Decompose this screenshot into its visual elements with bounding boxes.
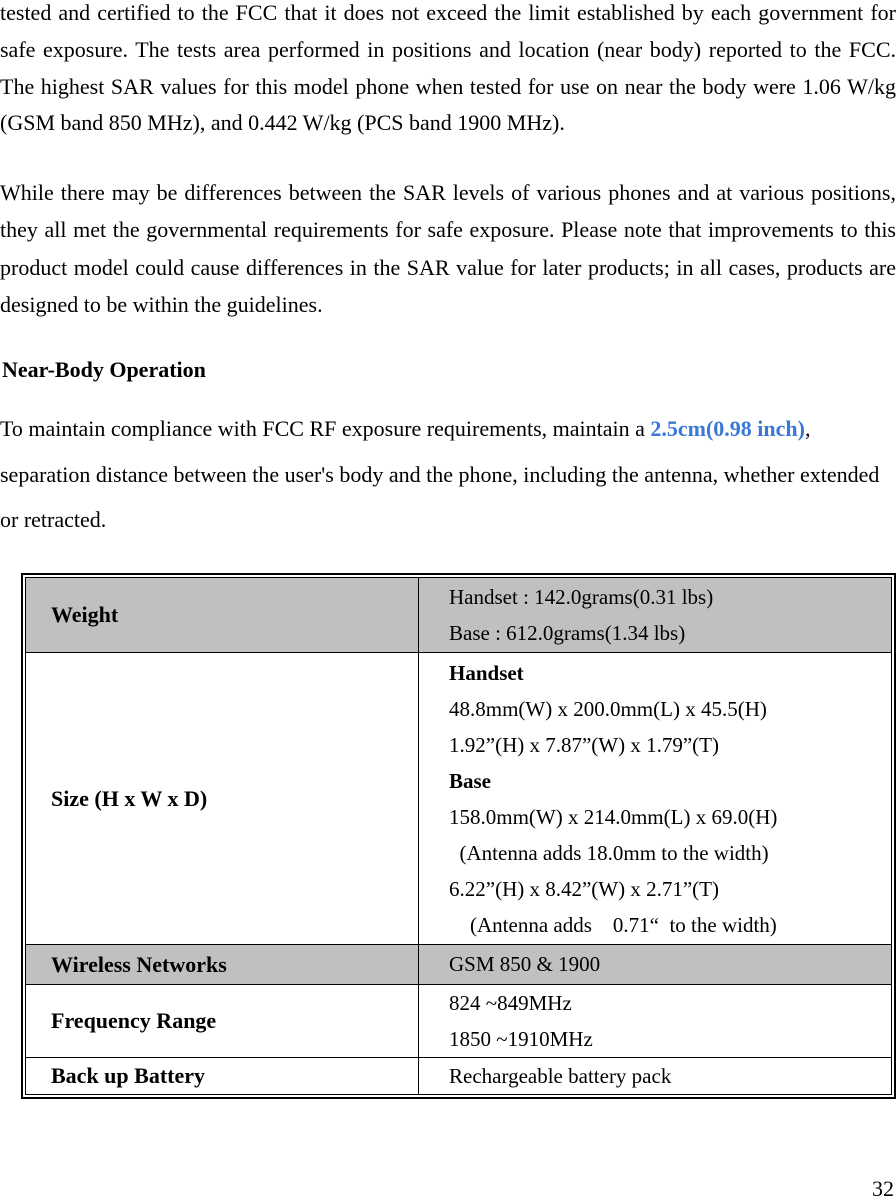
weight-line: Handset : 142.0grams(0.31 lbs) xyxy=(449,585,714,609)
table-row-battery xyxy=(26,1058,892,1095)
table-row-size xyxy=(26,653,892,945)
frequency-line: 1850 ~1910MHz xyxy=(449,1027,593,1051)
near-body-paragraph xyxy=(0,406,896,543)
near-body-text-before: To maintain compliance with FCC RF exposure requirements, maintain a xyxy=(0,416,651,441)
weight-label: Weight xyxy=(26,578,419,653)
wireless-label: Wireless Networks xyxy=(26,945,419,985)
near-body-heading: Near-Body Operation xyxy=(2,357,206,382)
frequency-line: 824 ~849MHz xyxy=(449,991,572,1015)
weight-line: Base : 612.0grams(1.34 lbs) xyxy=(449,621,686,645)
size-line: 158.0mm(W) x 214.0mm(L) x 69.0(H) xyxy=(449,804,778,829)
size-line: 48.8mm(W) x 200.0mm(L) x 45.5(H) xyxy=(449,696,767,721)
frequency-value xyxy=(419,985,892,1058)
wireless-value: GSM 850 & 1900 xyxy=(419,945,892,985)
separation-distance-highlight: 2.5cm(0.98 inch) xyxy=(650,416,805,441)
size-base-heading: Base xyxy=(449,768,491,793)
spec-table-frame xyxy=(21,573,896,1099)
size-value xyxy=(419,653,892,945)
sar-paragraph: tested and certified to the FCC that it does not exceed the limit established by each government for safe exposure. The tests area performed in positions and location (near body) reported to the FCC. The highest SAR values for this model phone when tested for use on near the body were 1.06 W/kg (GSM band 850 MHz), and 0.442 W/kg (PCS band 1900 MHz). xyxy=(0,0,896,136)
weight-value xyxy=(419,578,892,653)
battery-label: Back up Battery xyxy=(26,1058,419,1095)
size-line: 1.92”(H) x 7.87”(W) x 1.79”(T) xyxy=(449,732,719,757)
page-number: 32 xyxy=(872,1176,894,1201)
size-label: Size (H x W x D) xyxy=(26,653,419,945)
sar-differences-paragraph: While there may be differences between the SAR levels of various phones and at various positions, they all met the governmental requirements for safe exposure. Please note that improvements to this product model could cause differences in the SAR value for later products; in all cases, products are designed to be within the guidelines. xyxy=(0,180,896,317)
table-row-frequency xyxy=(26,985,892,1058)
table-row-wireless xyxy=(26,945,892,985)
size-line: (Antenna adds 18.0mm to the width) xyxy=(449,840,769,865)
battery-value: Rechargeable battery pack xyxy=(419,1058,892,1095)
size-line: 6.22”(H) x 8.42”(W) x 2.71”(T) xyxy=(449,876,719,901)
spec-table xyxy=(25,577,892,1095)
size-line: (Antenna adds 0.71“ to the width) xyxy=(449,912,777,937)
size-handset-heading: Handset xyxy=(449,660,524,685)
near-body-text-after: , separation distance between the user's body and the phone, including the antenna, whether extended or retracted. xyxy=(0,416,880,532)
table-row-weight xyxy=(26,578,892,653)
frequency-label: Frequency Range xyxy=(26,985,419,1058)
